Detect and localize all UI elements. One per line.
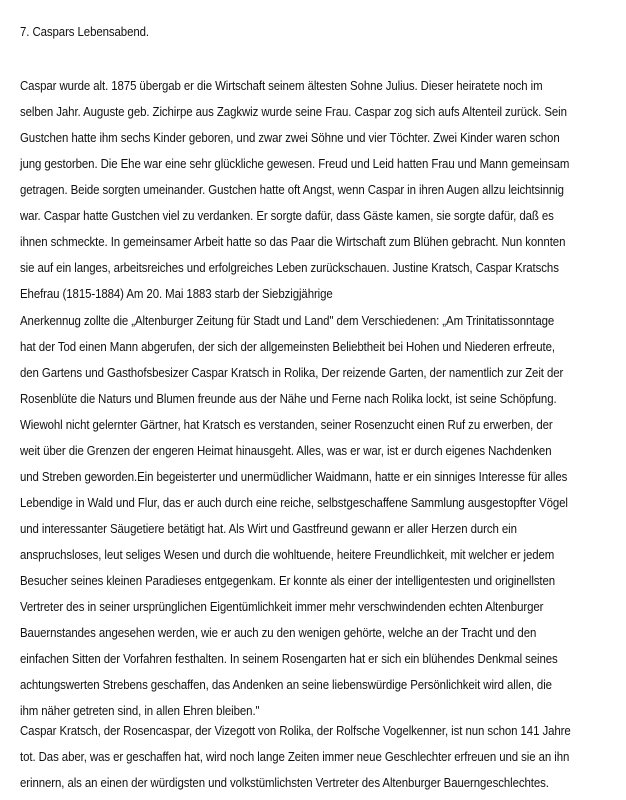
text-line: einfachen Sitten der Vorfahren festhalten. In seinem Rosengarten hat er sich ein blühendes Denkmal seines xyxy=(20,651,558,666)
text-line: Wiewohl nicht gelernter Gärtner, hat Kratsch es verstanden, seiner Rosenzucht einen Ruf zu erwerben, der xyxy=(20,417,553,432)
text-line: jung gestorben. Die Ehe war eine sehr glückliche gewesen. Freud und Leid hatten Frau und Mann gemeinsam xyxy=(20,156,570,171)
text-line: achtungswerten Strebens geschaffen, das Andenken an seine liebenswürdige Persönlichkeit wird allen, die xyxy=(20,677,552,692)
text-line: Bauernstandes angesehen werden, wie er auch zu den wenigen gehörte, welche an der Tracht und den xyxy=(20,625,537,640)
text-line: war. Caspar hatte Gustchen viel zu verdanken. Er sorgte dafür, dass Gäste kamen, sie sorgte dafür, daß es xyxy=(20,208,554,223)
text-line: ihnen schmeckte. In gemeinsamer Arbeit hatte so das Paar die Wirtschaft zum Blühen gebracht. Nun konnten xyxy=(20,234,566,249)
text-line: und Streben geworden.Ein begeisterter und unermüdlicher Waidmann, hatte er ein sinniges Interesse für alles xyxy=(20,469,568,484)
text-line: Vertreter des in seiner ursprünglichen Eigentümlichkeit immer mehr verschwindenden echten Altenburger xyxy=(20,599,544,614)
text-line: anspruchsloses, leut seliges Wesen und durch die wohltuende, heitere Freundlichkeit, mit welcher er jedem xyxy=(20,547,555,562)
text-line: getragen. Beide sorgten umeinander. Gustchen hatte oft Angst, wenn Caspar in ihren Augen allzu leichtsinnig xyxy=(20,182,564,197)
text-line: Rosenblüte die Naturs und Blumen freunde aus der Nähe und Ferne nach Rolika lockt, ist seine Schöpfung. xyxy=(20,391,557,406)
text-line: hat der Tod einen Mann abgerufen, der sich der allgemeinsten Beliebtheit bei Hohen und Niederen erfreute, xyxy=(20,339,555,354)
text-line: tot. Das aber, was er geschaffen hat, wird noch lange Zeiten immer neue Geschlechter erfreuen und sie an ihn xyxy=(20,749,570,764)
text-line: den Gartens und Gasthofsbesizer Caspar Kratsch in Rolika, Der reizende Garten, der namentlich zur Zeit der xyxy=(20,365,564,380)
text-line: Caspar wurde alt. 1875 übergab er die Wirtschaft seinem ältesten Sohne Julius. Dieser heiratete noch im xyxy=(20,78,543,93)
text-line: Lebendige in Wald und Flur, das er auch durch eine reiche, selbstgeschaffene Sammlung ausgestopfter Vögel xyxy=(20,495,568,510)
text-line: Gustchen hatte ihm sechs Kinder geboren, und zwar zwei Söhne und vier Töchter. Zwei Kinder waren schon xyxy=(20,130,560,145)
text-line: Ehefrau (1815-1884) Am 20. Mai 1883 starb der Siebzigjährige xyxy=(20,286,333,301)
text-line: ihm näher getreten sind, in allen Ehren bleiben." xyxy=(20,703,260,718)
text-line: und interessanter Säugetiere betätigt hat. Als Wirt und Gastfreund gewann er aller Herzen durch ein xyxy=(20,521,517,536)
text-line: Anerkennug zollte die „Altenburger Zeitung für Stadt und Land" dem Verschiedenen: „Am Trinitatissonntage xyxy=(20,313,555,328)
text-line: weit über die Grenzen der engeren Heimat hinausgeht. Alles, was er war, ist er durch eigenes Nachdenken xyxy=(20,443,552,458)
text-line: Caspar Kratsch, der Rosencaspar, der Vizegott von Rolika, der Rolfsche Vogelkenner, ist nun schon 141 Jahre xyxy=(20,723,571,738)
text-line: selben Jahr. Auguste geb. Zichirpe aus Zagkwiz wurde seine Frau. Caspar zog sich aufs Altenteil zurück. Sein xyxy=(20,104,567,119)
text-line: erinnern, als an einen der würdigsten und volkstümlichsten Vertreter des Altenburger Bauerngeschlechtes. xyxy=(20,775,549,790)
text-line: sie auf ein langes, arbeitsreiches und erfolgreiches Leben zurückschauen. Justine Kratsch, Caspar Kratschs xyxy=(20,260,559,275)
document-title: 7. Caspars Lebensabend. xyxy=(20,24,150,39)
text-line: Besucher seines kleinen Paradieses entgegenkam. Er konnte als einer der intelligentesten und originellsten xyxy=(20,573,556,588)
